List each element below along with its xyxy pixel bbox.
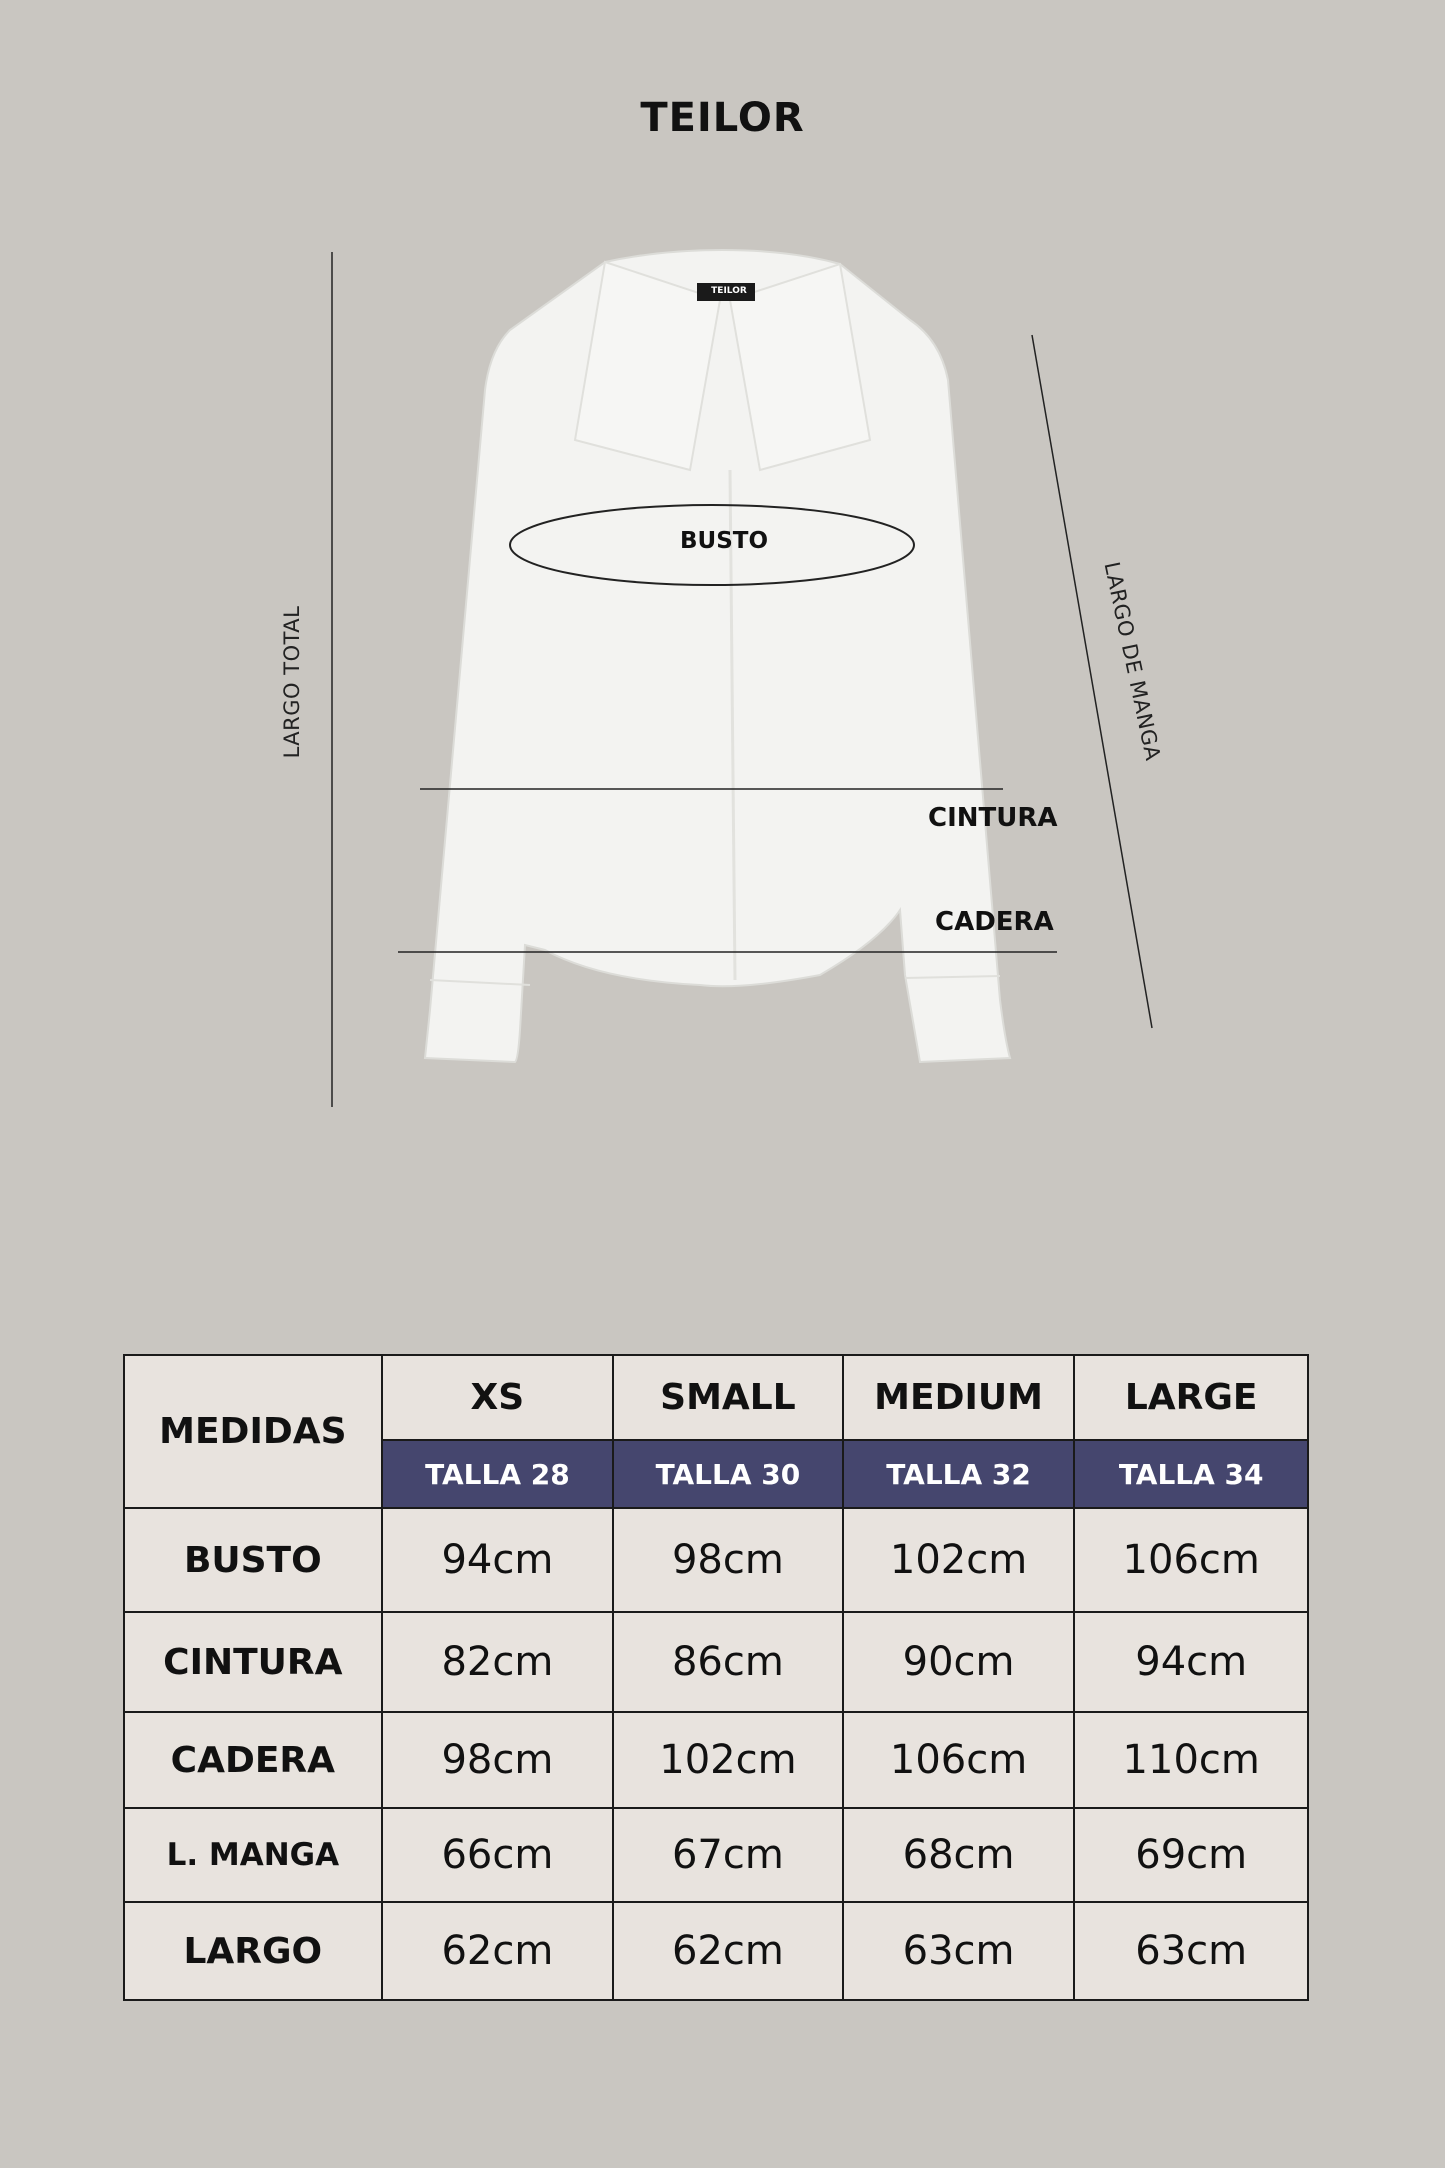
- table-row: [124, 1808, 1308, 1902]
- measure-cell: 102cm: [613, 1712, 843, 1808]
- measure-cell: 98cm: [613, 1508, 843, 1612]
- table-row: [124, 1612, 1308, 1712]
- measure-cell: 106cm: [843, 1712, 1075, 1808]
- measure-cell: 90cm: [843, 1612, 1075, 1712]
- measure-cell: 98cm: [382, 1712, 613, 1808]
- measure-cell: 82cm: [382, 1612, 613, 1712]
- largo-manga-label: LARGO DE MANGA: [1099, 559, 1166, 763]
- measure-cell: 86cm: [613, 1612, 843, 1712]
- row-label: CINTURA: [124, 1612, 382, 1712]
- size-header: MEDIUM: [843, 1355, 1075, 1440]
- measure-cell: 102cm: [843, 1508, 1075, 1612]
- brand-logo: TEILOR: [640, 95, 805, 141]
- size-chart-table: [123, 1354, 1309, 2001]
- measure-cell: 106cm: [1074, 1508, 1308, 1612]
- measure-cell: 94cm: [382, 1508, 613, 1612]
- measure-cell: 94cm: [1074, 1612, 1308, 1712]
- table-row: [124, 1508, 1308, 1612]
- size-header: SMALL: [613, 1355, 843, 1440]
- measure-cell: 62cm: [613, 1902, 843, 2000]
- table-row: [124, 1902, 1308, 2000]
- measure-cell: 66cm: [382, 1808, 613, 1902]
- talla-header: TALLA 34: [1074, 1440, 1308, 1508]
- talla-header: TALLA 30: [613, 1440, 843, 1508]
- talla-header: TALLA 32: [843, 1440, 1075, 1508]
- measure-cell: 67cm: [613, 1808, 843, 1902]
- measure-cell: 63cm: [843, 1902, 1075, 2000]
- measure-cell: 110cm: [1074, 1712, 1308, 1808]
- busto-label: BUSTO: [680, 528, 769, 554]
- table-row: [124, 1712, 1308, 1808]
- measure-cell: 62cm: [382, 1902, 613, 2000]
- row-label: L. MANGA: [124, 1808, 382, 1902]
- measure-cell: 68cm: [843, 1808, 1075, 1902]
- talla-header: TALLA 28: [382, 1440, 613, 1508]
- row-label: CADERA: [124, 1712, 382, 1808]
- largo-total-label: LARGO TOTAL: [280, 605, 304, 759]
- medidas-header: MEDIDAS: [124, 1355, 382, 1508]
- measure-cell: 69cm: [1074, 1808, 1308, 1902]
- cintura-label: CINTURA: [928, 803, 1058, 833]
- shirt-tag-text: TEILOR: [711, 286, 747, 296]
- measure-cell: 63cm: [1074, 1902, 1308, 2000]
- size-header: XS: [382, 1355, 613, 1440]
- row-label: LARGO: [124, 1902, 382, 2000]
- cadera-label: CADERA: [935, 907, 1054, 937]
- size-header: LARGE: [1074, 1355, 1308, 1440]
- row-label: BUSTO: [124, 1508, 382, 1612]
